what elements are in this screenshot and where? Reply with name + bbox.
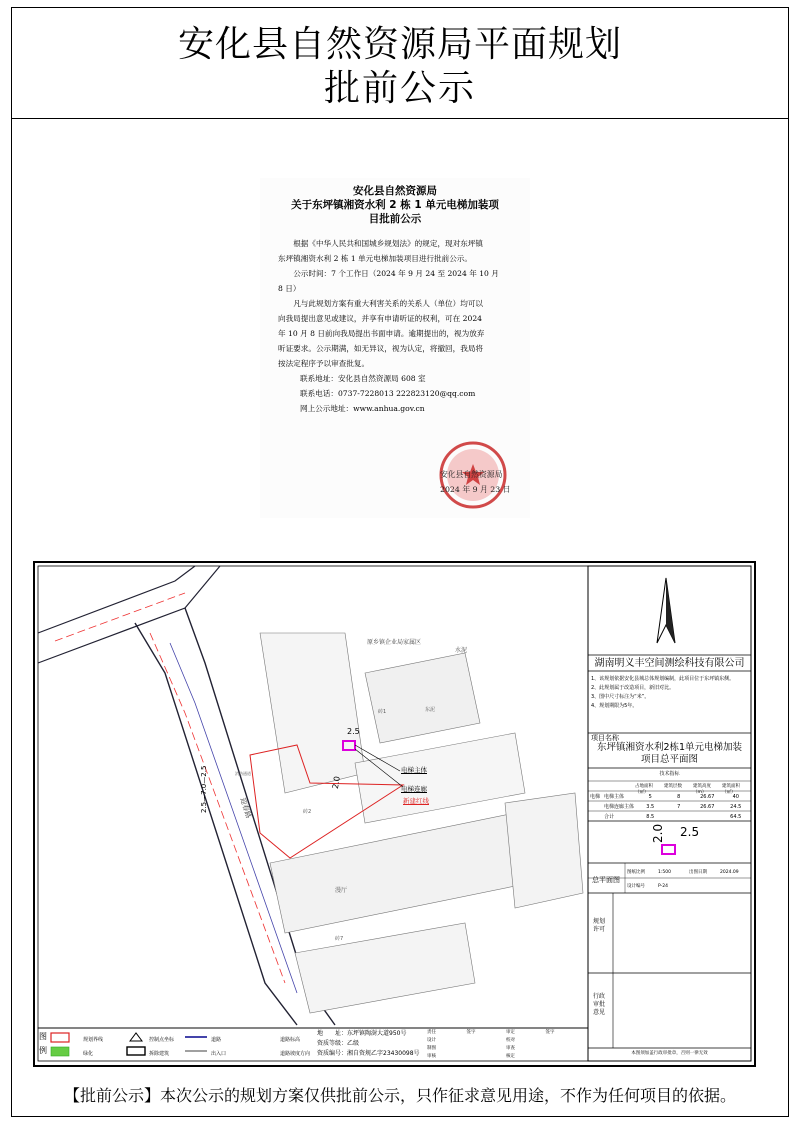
table-row: 合计 8.5 64.5 — [604, 814, 742, 820]
plan-title: 总平面图 — [592, 876, 620, 884]
note-item: 3、图中尺寸标注为“米”。 — [591, 694, 650, 700]
notice-paragraph: 东坪镇湘资水利 2 栋 1 单元电梯加装项目进行批前公示。 — [278, 254, 472, 263]
legend-col3: 道路 出入口 — [211, 1037, 227, 1057]
map-dim-small2: 2.5 — [347, 727, 360, 736]
page-title: 安化县自然资源局平面规划 — [177, 24, 622, 65]
note-item: 4、规划期限为5年。 — [591, 703, 638, 709]
info-grid: 图纸比例 1:500 出图日期 2024.09 设计编号 P-24 — [627, 870, 739, 889]
notice-paragraph: 听证要求。公示期满，如无异议，视为认定，将撤回，我局将 — [278, 344, 484, 353]
table-col: 建筑高度（m） — [693, 784, 711, 795]
legend-col2: 控制点坐标 拆除建筑 — [149, 1037, 175, 1057]
project-label: 项目名称 — [591, 734, 619, 742]
dim-a: 2.0 — [651, 823, 665, 843]
map-label-corridor: 电梯连廊 — [401, 785, 427, 793]
notice-paragraph: 凡与此规划方案有重大利害关系的关系人（单位）均可以 — [293, 299, 484, 308]
dim-b: 2.5 — [680, 825, 700, 839]
map-label-b4: 砖7 — [335, 936, 344, 942]
map-label-road: 迎春路 — [238, 796, 253, 820]
map-label-b2: 砖2 — [303, 809, 312, 815]
notice-org: 安化县自然资源局 — [353, 185, 437, 197]
sign-org: 安化县自然资源局 — [440, 470, 503, 479]
notice-title-line2: 目批前公示 — [368, 213, 422, 225]
design-notes — [591, 675, 749, 711]
notice-document — [260, 178, 530, 518]
page-subtitle: 批前公示 — [323, 68, 476, 109]
map-dim-small: 2.0 — [330, 775, 342, 790]
note-item: 1、该规划依据安化县城总体规划编制，此项目位于东坪镇东侧。 — [591, 676, 735, 682]
company-name: 湖南明义丰空间测绘科技有限公司 — [594, 658, 745, 669]
side-label-approval: 行政审批意见 — [593, 993, 606, 1016]
approval-info: 地 址：东坪镇陶澍大道950号 资质等级：乙级 资质编号：湘自资规乙字23430098号 — [317, 1030, 420, 1057]
project-name — [588, 742, 751, 766]
table-row: 电梯 电梯主体 5 8 26.67 40 — [590, 794, 739, 800]
map-label-area: 原乡镇企业局家属区 — [367, 639, 422, 646]
footer-disclaimer: 【批前公示】本次公示的规划方案仅供批前公示，只作征求意见用途，不作为任何项目的依据。 — [63, 1086, 736, 1105]
map-label-fire: 消防通道 — [235, 771, 251, 776]
table-col: 建筑面积（㎡） — [722, 784, 740, 795]
table-header: 技术指标 — [659, 771, 680, 777]
signature-org — [440, 467, 502, 482]
signature-date: 2024 年 9 月 23 日 — [440, 485, 511, 494]
table-col: 占地面积（㎡） — [635, 784, 653, 795]
roles-grid: 责任 签字 审定 签字 设计 校对 制图 审查 审核 核定 — [427, 1030, 555, 1059]
legend-col1: 规划界线 绿化 — [83, 1037, 104, 1057]
map-label-building: 漫厅 — [335, 887, 348, 894]
page-header — [11, 7, 789, 119]
project-name-line1: 东坪镇湘资水利2栋1单元电梯加装 — [596, 742, 743, 753]
notice-paragraph: 8 日） — [278, 284, 301, 293]
notice-paragraph: 年 10 月 8 日前向我局提出书面申请。逾期提出的，视为放弃 — [278, 329, 485, 338]
notice-paragraph: 按法定程序予以审查批复。 — [278, 359, 370, 368]
map-label-b3: 东泥 — [425, 707, 436, 713]
table-row: 电梯连廊主体 3.5 7 26.67 24.5 — [604, 804, 742, 810]
notice-paragraph: 根据《中华人民共和国城乡规划法》的规定，现对东坪镇 — [293, 239, 484, 248]
table-col: 建筑层数 — [664, 784, 682, 789]
notice-title-line1: 关于东坪镇湘资水利 2 栋 1 单元电梯加装项 — [291, 199, 499, 211]
contact-address: 联系地址：安化县自然资源局 608 室 — [300, 374, 426, 383]
site-plan-drawing — [33, 561, 756, 1067]
map-label-lift: 电梯主体 — [401, 766, 427, 774]
map-label-water: 水泥 — [455, 647, 468, 654]
contact-phone: 联系电话：0737-7228013 222823120@qq.com — [300, 389, 476, 398]
legend-col4: 道路标高 道路坡度方向 — [280, 1037, 311, 1057]
map-dim-main: 2.5—7.0—2.5 — [200, 765, 208, 813]
legend-title: 图 例 — [39, 1032, 47, 1055]
map-label-b1: 砖1 — [378, 709, 387, 715]
bottom-note: 本图须加盖行政审批章，否则一律无效 — [631, 1051, 708, 1056]
notice-paragraph: 公示时间：7 个工作日（2024 年 9 月 24 至 2024 年 10 月 — [293, 269, 499, 278]
side-label-permit: 规划许可 — [593, 918, 606, 933]
project-name-line2: 项目总平面图 — [640, 754, 698, 765]
note-item: 2、此规划属于改造项目，新旧对比。 — [591, 685, 675, 691]
notice-paragraph: 向我局提出意见或建议，并享有申请听证的权利，可在 2024 — [278, 314, 482, 323]
map-label-redline: 新建红线 — [403, 797, 429, 805]
index-table — [590, 792, 750, 822]
contact-web: 网上公示地址：www.anhua.gov.cn — [300, 404, 425, 413]
